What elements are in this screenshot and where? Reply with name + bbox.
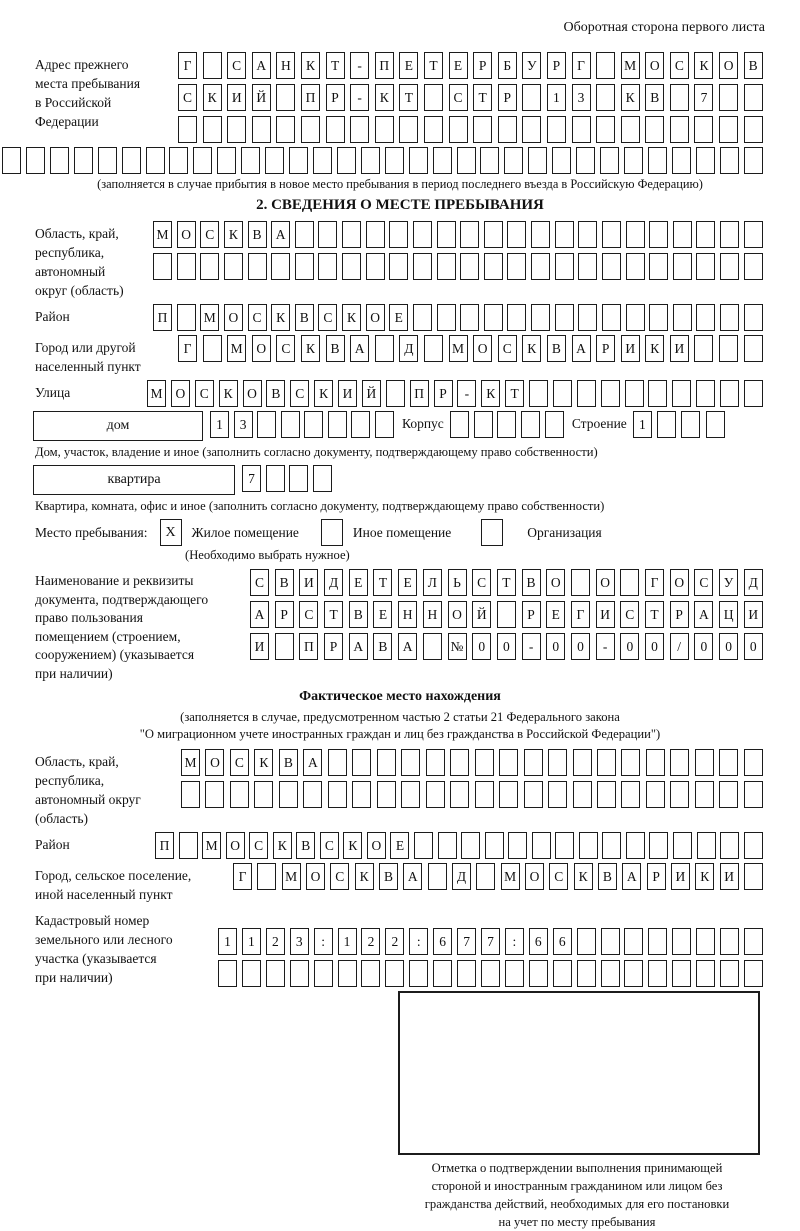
prev-address-note: (заполняется в случае прибытия в новое место пребывания в период последнего въезда в Российскую Федерацию) <box>97 177 703 191</box>
stay-type-note: (Необходимо выбрать нужное) <box>185 548 350 562</box>
prev-address-row-2: С К И Й П Р - К Т С Т Р 1 3 К В 7 <box>178 84 763 111</box>
actual-city-row: Г М О С К В А Д М О С К В А Р И К И <box>233 863 763 890</box>
stroenie-cells: 1 <box>633 411 725 438</box>
document-row-1: С В И Д Е Т Е Л Ь С Т В О О Г О С У Д <box>250 569 763 596</box>
district-block <box>35 304 765 331</box>
street-row: М О С К О В С К И Й П Р - К Т <box>147 380 763 407</box>
cadastral-block <box>35 908 765 987</box>
stay-type-block <box>35 519 765 546</box>
prev-address-row-1: Г С А Н К Т - П Е Т Е Р Б У Р Г М О С К О В <box>178 52 763 79</box>
apartment-box: квартира <box>33 465 235 495</box>
house-block <box>33 411 765 441</box>
stamp-box <box>398 991 760 1155</box>
city-label: Город или другой населенный пункт <box>35 340 141 374</box>
region-row-2 <box>153 253 763 280</box>
document-row-2: А Р С Т В Е Н Н О Й Р Е Г И С Т Р А Ц И <box>250 601 763 628</box>
document-label: Наименование и реквизиты документа, подтверждающего право пользования помещением (строением, сооружением) (указывается при наличии) <box>35 573 209 681</box>
street-block <box>35 380 765 407</box>
region-row-1: М О С К В А <box>153 221 763 248</box>
stay-type-label: Место пребывания: <box>35 524 148 540</box>
page-side-note: Оборотная сторона первого листа <box>563 20 765 35</box>
actual-region-block <box>35 749 765 828</box>
cadastral-label: Кадастровый номер земельного или лесного участка (указывается при наличии) <box>35 913 173 985</box>
option-other-premises-label: Иное помещение <box>352 524 452 540</box>
actual-location-note: (заполняется в случае, предусмотренном частью 2 статьи 21 Федерального закона "О миграционном учете иностранных граждан и лиц без гражданства в Российской Федерации") <box>139 710 661 741</box>
prev-address-block <box>35 52 765 143</box>
actual-region-row-1: М О С К В А <box>181 749 763 776</box>
cadastral-row-2 <box>218 960 763 987</box>
section2-title: 2. СВЕДЕНИЯ О МЕСТЕ ПРЕБЫВАНИЯ <box>256 197 544 213</box>
house-note: Дом, участок, владение и иное (заполнить согласно документу, подтверждающему право собственности) <box>35 445 598 459</box>
document-block <box>35 569 765 683</box>
actual-district-block <box>35 832 765 859</box>
actual-region-label: Область, край, республика, автономный округ (область) <box>35 754 141 826</box>
district-label: Район <box>35 309 70 324</box>
stamp-caption: Отметка о подтверждении выполнения принимающей стороной и иностранным гражданином или лицом без гражданства действий, необходимых для его постановки на учет по месту пребывания <box>424 1161 730 1229</box>
checkbox-other-premises <box>321 519 343 546</box>
apartment-note: Квартира, комната, офис и иное (заполнить согласно документу, подтверждающему право собственности) <box>35 499 605 513</box>
region-label: Область, край, республика, автономный округ (область) <box>35 226 124 298</box>
actual-region-row-2 <box>181 781 763 808</box>
checkbox-residential: X <box>160 519 182 546</box>
house-number-cells: 1 3 <box>210 411 394 438</box>
korpus-label: Корпус <box>402 416 444 431</box>
street-label: Улица <box>35 385 71 400</box>
actual-city-label: Город, сельское поселение, иной населенный пункт <box>35 868 192 902</box>
korpus-cells <box>450 411 564 438</box>
apartment-block <box>33 465 765 495</box>
stroenie-label: Строение <box>571 416 627 431</box>
house-box: дом <box>33 411 203 441</box>
city-row: Г М О С К В А Д М О С К В А Р И К И <box>178 335 763 362</box>
prev-address-label: Адрес прежнего места пребывания в Российской Федерации <box>35 57 141 129</box>
actual-district-label: Район <box>35 837 70 852</box>
option-organization-label: Организация <box>527 524 602 540</box>
option-residential-label: Жилое помещение <box>191 524 299 540</box>
apartment-cells: 7 <box>242 465 332 492</box>
cadastral-row-1: 1 1 2 3 : 1 2 2 : 6 7 7 : 6 6 <box>218 928 763 955</box>
city-block <box>35 335 765 376</box>
document-row-3: И П Р А В А № 0 0 - 0 0 - 0 0 / 0 0 0 <box>250 633 763 660</box>
actual-location-title: Фактическое место нахождения <box>299 689 501 704</box>
checkbox-organization <box>481 519 503 546</box>
actual-district-row: П М О С К В С К О Е <box>155 832 763 859</box>
region-block <box>35 221 765 300</box>
prev-address-row-4 <box>2 147 763 174</box>
actual-city-block <box>35 863 765 904</box>
district-row: П М О С К В С К О Е <box>153 304 763 331</box>
prev-address-row-3 <box>178 116 763 143</box>
